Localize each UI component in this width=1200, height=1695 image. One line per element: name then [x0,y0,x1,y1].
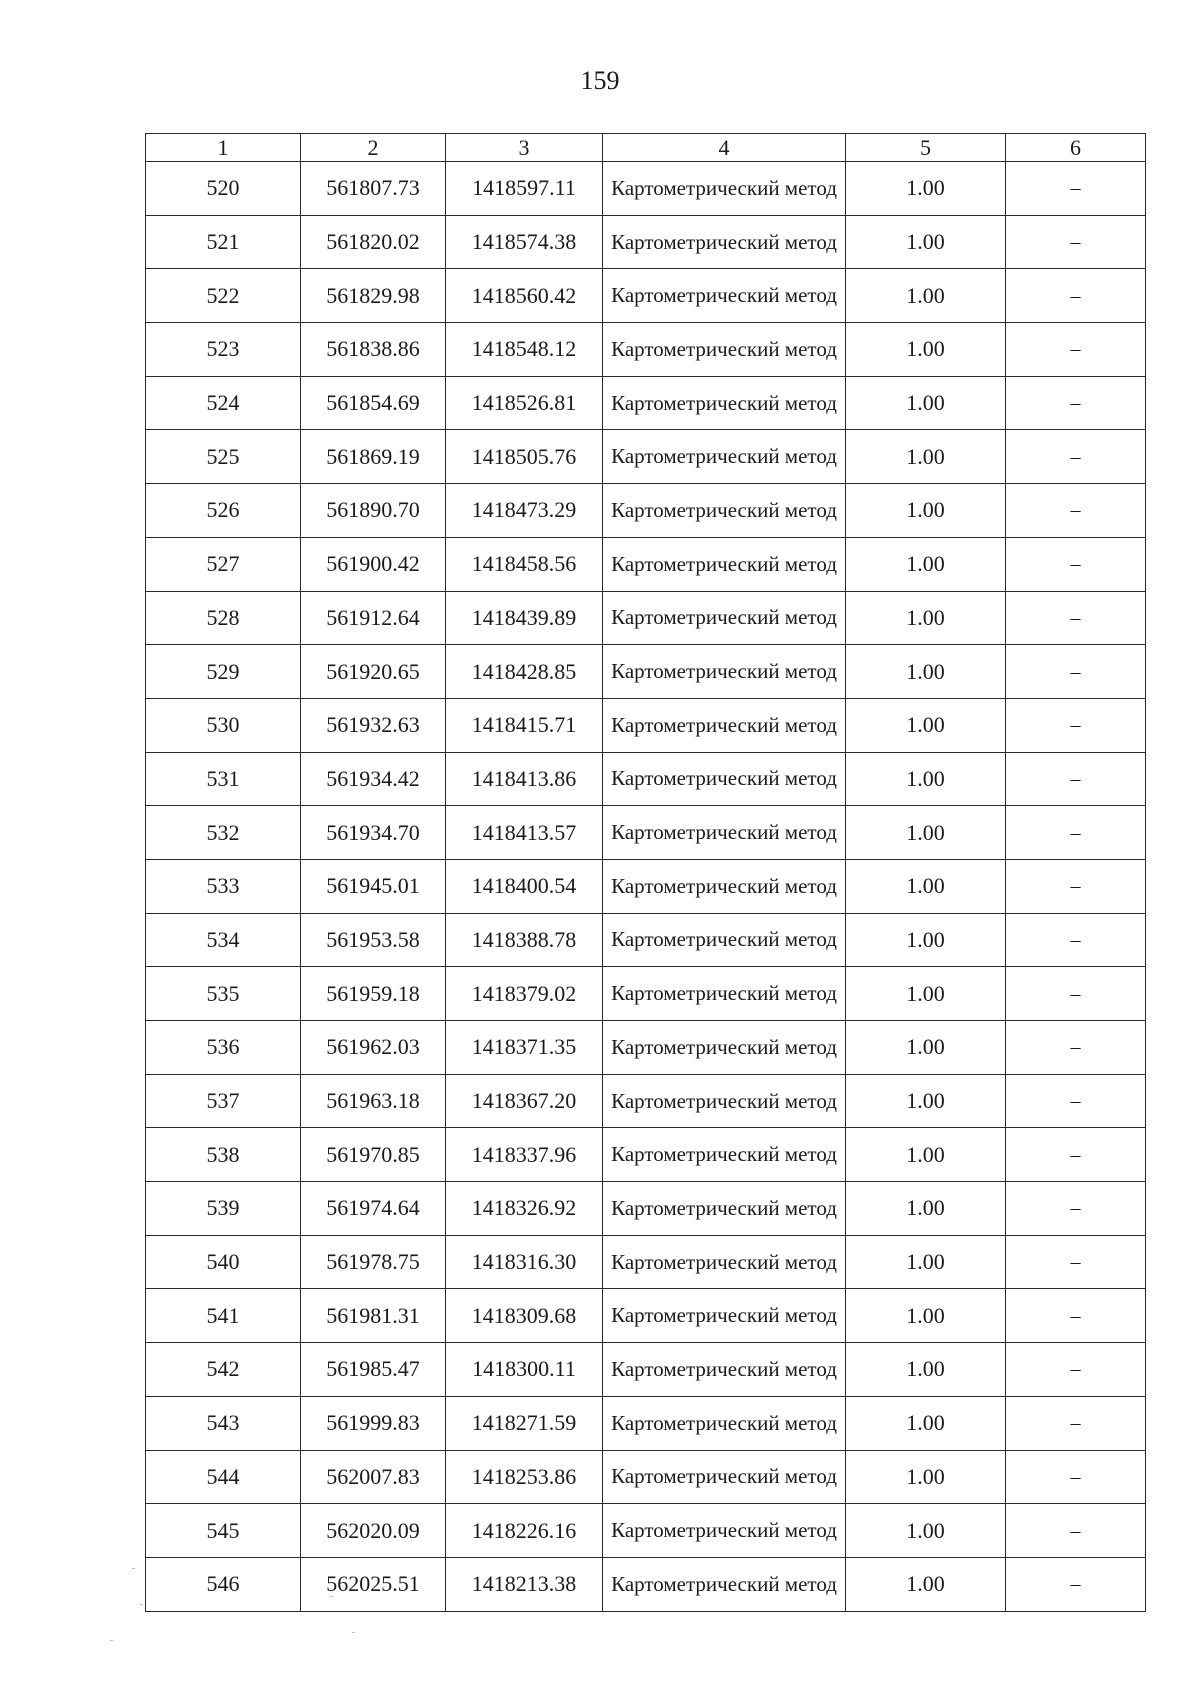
cell-coordinate-x: 561963.18 [301,1074,446,1128]
cell-note: – [1006,752,1146,806]
cell-note: – [1006,1128,1146,1182]
table-row [146,1450,1146,1504]
cell-accuracy: 1.00 [846,1396,1006,1450]
cell-coordinate-y: 1418253.86 [446,1450,603,1504]
cell-coordinate-y: 1418413.57 [446,806,603,860]
cell-point-number: 542 [146,1343,301,1397]
cell-point-number: 538 [146,1128,301,1182]
cell-point-number: 523 [146,323,301,377]
cell-point-number: 537 [146,1074,301,1128]
cell-accuracy: 1.00 [846,1289,1006,1343]
cell-method: Картометрический метод [603,323,846,377]
cell-accuracy: 1.00 [846,913,1006,967]
cell-coordinate-y: 1418326.92 [446,1182,603,1236]
table-row [146,1396,1146,1450]
cell-coordinate-x: 561953.58 [301,913,446,967]
table-row [146,162,1146,216]
header-row [146,134,1146,162]
cell-method: Картометрический метод [603,1343,846,1397]
scan-artifact [110,1640,113,1641]
cell-accuracy: 1.00 [846,752,1006,806]
cell-accuracy: 1.00 [846,323,1006,377]
cell-accuracy: 1.00 [846,1557,1006,1611]
table-header [146,134,1146,162]
cell-coordinate-x: 561945.01 [301,859,446,913]
table-body [146,162,1146,1612]
column-header-1: 1 [146,134,301,162]
cell-method: Картометрический метод [603,1289,846,1343]
cell-accuracy: 1.00 [846,1504,1006,1558]
cell-point-number: 544 [146,1450,301,1504]
cell-note: – [1006,1182,1146,1236]
cell-coordinate-x: 562020.09 [301,1504,446,1558]
table-row [146,215,1146,269]
cell-accuracy: 1.00 [846,1074,1006,1128]
table-row [146,859,1146,913]
cell-note: – [1006,1343,1146,1397]
cell-coordinate-x: 561932.63 [301,698,446,752]
cell-note: – [1006,537,1146,591]
table-row [146,484,1146,538]
cell-point-number: 524 [146,376,301,430]
cell-point-number: 535 [146,967,301,1021]
cell-method: Картометрический метод [603,591,846,645]
table-row [146,1343,1146,1397]
cell-note: – [1006,1289,1146,1343]
cell-accuracy: 1.00 [846,698,1006,752]
table-row [146,806,1146,860]
cell-accuracy: 1.00 [846,484,1006,538]
cell-note: – [1006,376,1146,430]
table-row [146,1074,1146,1128]
cell-coordinate-x: 561854.69 [301,376,446,430]
cell-accuracy: 1.00 [846,162,1006,216]
cell-note: – [1006,859,1146,913]
cell-coordinate-x: 561985.47 [301,1343,446,1397]
cell-point-number: 532 [146,806,301,860]
cell-method: Картометрический метод [603,1504,846,1558]
cell-coordinate-x: 561934.70 [301,806,446,860]
cell-coordinate-x: 561900.42 [301,537,446,591]
table-row [146,752,1146,806]
column-header-2: 2 [301,134,446,162]
cell-coordinate-x: 561869.19 [301,430,446,484]
table-row [146,645,1146,699]
cell-method: Картометрический метод [603,859,846,913]
cell-accuracy: 1.00 [846,1021,1006,1075]
cell-point-number: 522 [146,269,301,323]
cell-coordinate-y: 1418428.85 [446,645,603,699]
table-row [146,430,1146,484]
cell-point-number: 531 [146,752,301,806]
cell-coordinate-y: 1418271.59 [446,1396,603,1450]
cell-coordinate-y: 1418388.78 [446,913,603,967]
table-row [146,1289,1146,1343]
cell-coordinate-x: 561978.75 [301,1235,446,1289]
cell-point-number: 529 [146,645,301,699]
column-header-5: 5 [846,134,1006,162]
cell-coordinate-y: 1418309.68 [446,1289,603,1343]
cell-coordinate-x: 561959.18 [301,967,446,1021]
cell-accuracy: 1.00 [846,1182,1006,1236]
coordinates-table [145,133,1146,1612]
cell-accuracy: 1.00 [846,376,1006,430]
cell-point-number: 525 [146,430,301,484]
table-row [146,323,1146,377]
column-header-3: 3 [446,134,603,162]
cell-point-number: 536 [146,1021,301,1075]
table-row [146,1128,1146,1182]
cell-coordinate-y: 1418548.12 [446,323,603,377]
cell-coordinate-y: 1418300.11 [446,1343,603,1397]
cell-coordinate-y: 1418371.35 [446,1021,603,1075]
cell-coordinate-y: 1418439.89 [446,591,603,645]
cell-method: Картометрический метод [603,1235,846,1289]
cell-note: – [1006,323,1146,377]
cell-method: Картометрический метод [603,269,846,323]
cell-accuracy: 1.00 [846,215,1006,269]
cell-coordinate-x: 561970.85 [301,1128,446,1182]
table-row [146,1557,1146,1611]
scan-artifact [330,1596,333,1597]
cell-point-number: 521 [146,215,301,269]
scan-artifact [140,1604,143,1605]
cell-note: – [1006,1235,1146,1289]
cell-method: Картометрический метод [603,1557,846,1611]
cell-coordinate-y: 1418597.11 [446,162,603,216]
cell-coordinate-x: 561974.64 [301,1182,446,1236]
cell-method: Картометрический метод [603,698,846,752]
cell-method: Картометрический метод [603,752,846,806]
cell-point-number: 526 [146,484,301,538]
cell-point-number: 527 [146,537,301,591]
table-row [146,1235,1146,1289]
cell-method: Картометрический метод [603,1074,846,1128]
cell-accuracy: 1.00 [846,1450,1006,1504]
cell-point-number: 520 [146,162,301,216]
cell-point-number: 533 [146,859,301,913]
cell-accuracy: 1.00 [846,537,1006,591]
cell-coordinate-x: 561981.31 [301,1289,446,1343]
page-number: 159 [580,66,620,95]
cell-coordinate-y: 1418316.30 [446,1235,603,1289]
cell-method: Картометрический метод [603,215,846,269]
cell-method: Картометрический метод [603,1021,846,1075]
cell-method: Картометрический метод [603,1396,846,1450]
cell-coordinate-x: 561820.02 [301,215,446,269]
cell-point-number: 539 [146,1182,301,1236]
cell-note: – [1006,806,1146,860]
column-header-6: 6 [1006,134,1146,162]
cell-method: Картометрический метод [603,537,846,591]
table-row [146,1021,1146,1075]
cell-note: – [1006,484,1146,538]
cell-method: Картометрический метод [603,1450,846,1504]
cell-note: – [1006,1504,1146,1558]
cell-note: – [1006,269,1146,323]
table-row [146,269,1146,323]
cell-coordinate-x: 561920.65 [301,645,446,699]
table-row [146,591,1146,645]
cell-note: – [1006,967,1146,1021]
cell-coordinate-y: 1418415.71 [446,698,603,752]
cell-note: – [1006,430,1146,484]
cell-coordinate-x: 561890.70 [301,484,446,538]
cell-method: Картометрический метод [603,806,846,860]
cell-note: – [1006,1021,1146,1075]
cell-coordinate-y: 1418473.29 [446,484,603,538]
cell-point-number: 541 [146,1289,301,1343]
cell-method: Картометрический метод [603,484,846,538]
column-header-4: 4 [603,134,846,162]
cell-coordinate-y: 1418458.56 [446,537,603,591]
cell-method: Картометрический метод [603,1182,846,1236]
cell-note: – [1006,913,1146,967]
scan-artifact [132,1568,135,1569]
table-row [146,967,1146,1021]
cell-method: Картометрический метод [603,162,846,216]
cell-method: Картометрический метод [603,913,846,967]
cell-point-number: 545 [146,1504,301,1558]
scan-artifact [352,1632,355,1633]
cell-coordinate-x: 562007.83 [301,1450,446,1504]
cell-coordinate-x: 561999.83 [301,1396,446,1450]
cell-accuracy: 1.00 [846,1343,1006,1397]
cell-coordinate-y: 1418574.38 [446,215,603,269]
cell-note: – [1006,1396,1146,1450]
cell-method: Картометрический метод [603,645,846,699]
cell-point-number: 528 [146,591,301,645]
cell-method: Картометрический метод [603,430,846,484]
cell-coordinate-x: 561829.98 [301,269,446,323]
cell-coordinate-y: 1418379.02 [446,967,603,1021]
cell-point-number: 540 [146,1235,301,1289]
cell-note: – [1006,591,1146,645]
cell-coordinate-y: 1418213.38 [446,1557,603,1611]
cell-coordinate-x: 562025.51 [301,1557,446,1611]
table-row [146,537,1146,591]
cell-point-number: 546 [146,1557,301,1611]
table-row [146,1504,1146,1558]
cell-accuracy: 1.00 [846,859,1006,913]
cell-coordinate-y: 1418505.76 [446,430,603,484]
cell-accuracy: 1.00 [846,591,1006,645]
cell-coordinate-y: 1418400.54 [446,859,603,913]
cell-note: – [1006,1557,1146,1611]
cell-coordinate-y: 1418337.96 [446,1128,603,1182]
table-row [146,376,1146,430]
table-row [146,1182,1146,1236]
cell-note: – [1006,1074,1146,1128]
cell-method: Картометрический метод [603,1128,846,1182]
cell-coordinate-x: 561934.42 [301,752,446,806]
cell-note: – [1006,645,1146,699]
cell-point-number: 534 [146,913,301,967]
cell-note: – [1006,162,1146,216]
table-row [146,698,1146,752]
cell-note: – [1006,215,1146,269]
cell-accuracy: 1.00 [846,1128,1006,1182]
cell-coordinate-x: 561912.64 [301,591,446,645]
cell-coordinate-x: 561807.73 [301,162,446,216]
cell-accuracy: 1.00 [846,645,1006,699]
cell-accuracy: 1.00 [846,430,1006,484]
cell-accuracy: 1.00 [846,806,1006,860]
cell-point-number: 543 [146,1396,301,1450]
cell-accuracy: 1.00 [846,1235,1006,1289]
cell-coordinate-y: 1418526.81 [446,376,603,430]
cell-coordinate-y: 1418413.86 [446,752,603,806]
cell-coordinate-y: 1418226.16 [446,1504,603,1558]
cell-note: – [1006,1450,1146,1504]
cell-coordinate-y: 1418560.42 [446,269,603,323]
cell-coordinate-x: 561838.86 [301,323,446,377]
table-row [146,913,1146,967]
cell-coordinate-y: 1418367.20 [446,1074,603,1128]
cell-note: – [1006,698,1146,752]
cell-accuracy: 1.00 [846,269,1006,323]
cell-accuracy: 1.00 [846,967,1006,1021]
cell-point-number: 530 [146,698,301,752]
cell-coordinate-x: 561962.03 [301,1021,446,1075]
cell-method: Картометрический метод [603,967,846,1021]
cell-method: Картометрический метод [603,376,846,430]
